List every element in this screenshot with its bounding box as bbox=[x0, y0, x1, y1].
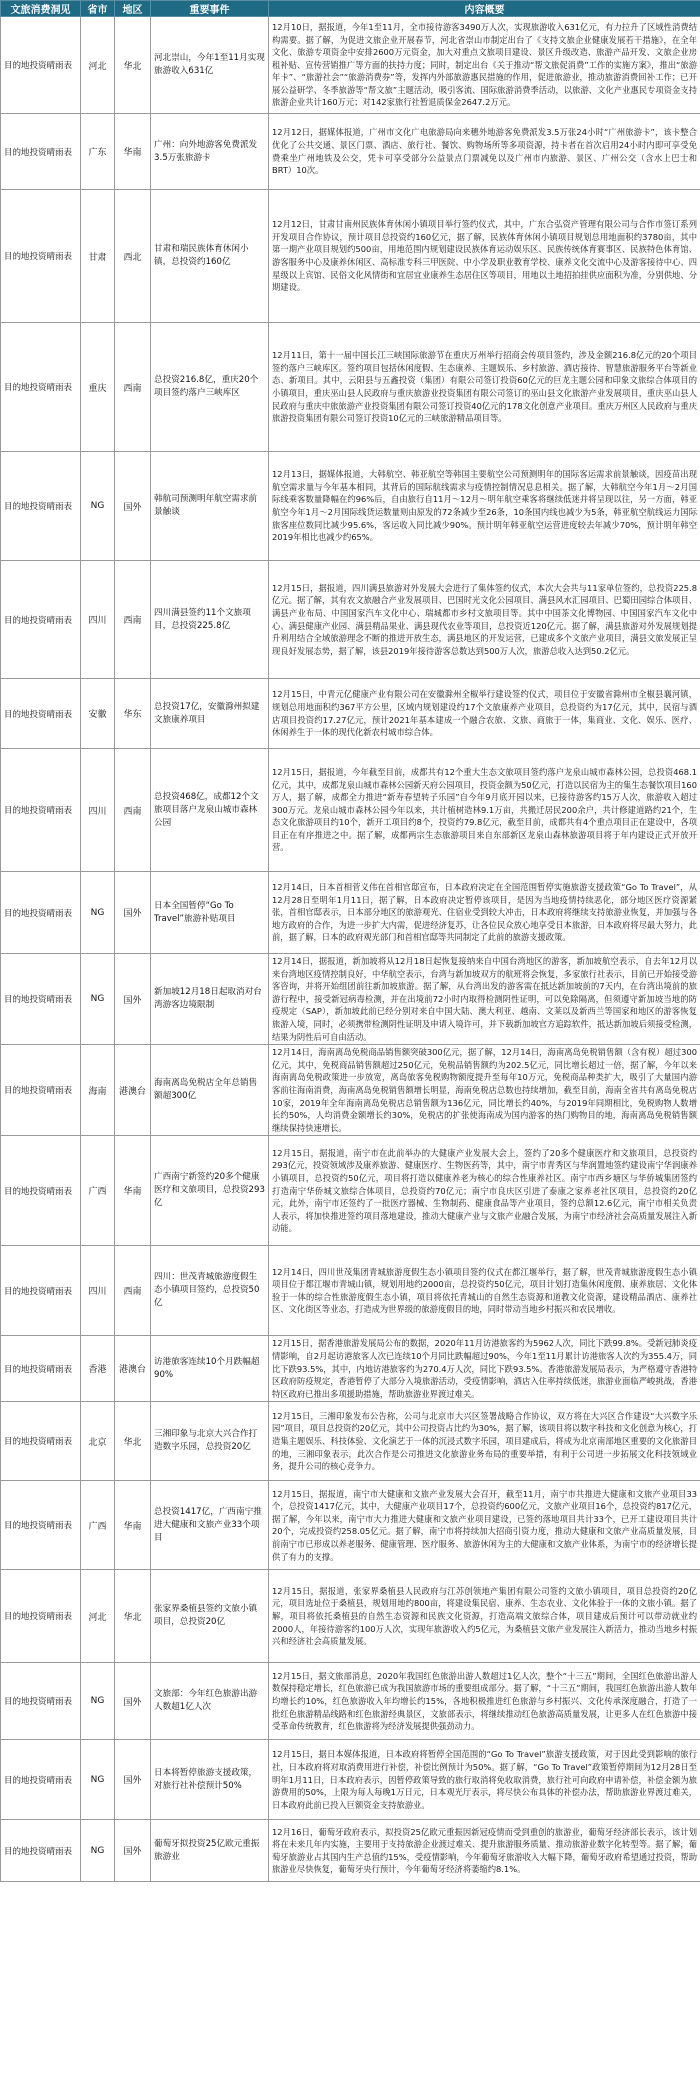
row-province: 四川 bbox=[81, 1246, 115, 1336]
row-event: 访港旅客连续10个月跌幅超90% bbox=[151, 1336, 269, 1402]
row-category: 目的地投资晴雨表 bbox=[1, 954, 81, 1045]
row-content: 12月14日，据报道，新加坡将从12月18日起恢复接纳来自中国台湾地区的游客，新加坡航空表示，自去年12月以来台湾地区疫情控制良好，中华航空表示，台湾与新加坡双方的航班将会恢复，多家旅行社表示，目前已开始接受游客咨询，并将开始组团前往新加坡旅游。据了解，从台湾出发的游客需在抵达新加坡前的7天内，在台湾出境前的旅游行程中，接受新冠病毒检测，并在出境前72小时内取得检测阴性证明，可以免除隔离，但须遵守新加坡当地的防疫规定（SAP），新加坡此前已经分别对来自中国大陆、澳大利亚、越南、文莱以及新西兰等国家和地区的游客恢复旅游入境，同时，必须携带检测阴性证明及申请入境许可，并下载新加坡官方追踪软件，抵达新加坡后须接受检测，结果为阴性后可自由活动。 bbox=[269, 954, 700, 1045]
row-event: 文旅部：今年红色旅游出游人数超1亿人次 bbox=[151, 1663, 269, 1740]
row-region: 港澳台 bbox=[115, 1336, 151, 1402]
row-content: 12月15日，据报道，张家界桑植县人民政府与江苏创领地产集团有限公司签约文旅小镇项目，项目总投资约20亿元，项目选址位于桑植县，规划用地约800亩，将建设集民宿、康养、生态农业、文化体验于一体的文旅小镇。据了解，项目将依托桑植县的自然生态资源和民族文化资源，打造高端文旅综合体，项目建成后预计可以带动就业约2000人，年接待游客约100万人次，实现年旅游收入约5亿元，为桑植县文旅产业发展注入新活力，推动当地乡村振兴和经济社会高质量发展。 bbox=[269, 1570, 700, 1663]
row-content: 12月12日，甘肃甘南州民族体育休闲小镇项目举行签约仪式，其中，广东合弘资产管理有限公司与合作市签订系列开发项目合作协议，预计项目总投资约160亿元，据了解，民族体育休闲小镇项目规划总用地面积约3780亩，其中第一期产业项目规划约500亩，用地范围内规划建设民族体育运动娱乐区、民族传统体育赛事区、民族特色体育馆、游客服务中心及康养休闲区、高标准专科三甲医院、中小学及职业教育学校、康养文化交流中心及游客接待中心、四星级以上宾馆、民俗文化风情街和宜居宜业康养生态居住区等项目，用地以土地招拍挂供应面积为准，分别供地、分期建设。 bbox=[269, 190, 700, 323]
row-category: 目的地投资晴雨表 bbox=[1, 452, 81, 561]
row-region: 华东 bbox=[115, 679, 151, 749]
row-region: 国外 bbox=[115, 1663, 151, 1740]
row-region: 华南 bbox=[115, 1481, 151, 1570]
row-event: 总投资17亿，安徽滁州拟建文旅康养项目 bbox=[151, 679, 269, 749]
row-province: 甘肃 bbox=[81, 190, 115, 323]
row-event: 甘肃和瑞民族体育休闲小镇，总投资约160亿 bbox=[151, 190, 269, 323]
row-content: 12月13日，据媒体报道，大韩航空、韩亚航空等韩国主要航空公司预测明年的国际客运需求前景触谈，因疫苗出现航空需求量与今年基本相同，其背后的国际航线需求与疫情控制情况息息相关。据了解，大韩航空今年1月～2月国际线乘客数量降幅在约96%后，自由旅行自11月～12月～明年航空乘客将继续低迷并将呈现以往，另一方面，韩亚航空今年1月～2月国际线货运数量则由原发的72条减少至26条，10条国内线也减少为5条，韩亚航空航线运力国际旅客座位数同比减少95.6%，客运收入同比减少90%。预计明年韩亚航空运营进度较去年减少70%，预计明年韩空2019年相比也减少约65%。 bbox=[269, 452, 700, 561]
row-content: 12月15日，据报道，南宁市在此前举办的大健康产业发展大会上，签约了20多个健康医疗和文旅项目，总投资约293亿元，投资领域涉及康养旅游、健康医疗、生物医药等，其中，南宁市青秀区与华润置地签约建设南宁华润康养小镇项目，总投资约50亿元，项目将打造以健康养老为核心的综合性康养社区。南宁市西乡塘区与华侨城集团签约打造南宁华侨城文旅综合体项目，总投资约70亿元；南宁市良庆区引进了泰康之家养老社区项目，总投资约20亿元，此外，南宁市还签约了一批医疗器械、生物制药、健康食品等产业项目，签约总额12.6亿元，南宁市相关负责人表示，将加快推进签约项目落地建设，推动大健康产业与文旅产业融合发展，为南宁市经济社会高质量发展注入新动能。 bbox=[269, 1136, 700, 1246]
row-province: 重庆 bbox=[81, 323, 115, 452]
table-row bbox=[1, 872, 700, 954]
table-row bbox=[1, 1246, 700, 1336]
row-region: 西北 bbox=[115, 190, 151, 323]
row-content: 12月15日，中青元亿健康产业有限公司在安徽滁州全椒举行建设签约仪式，项目位于安徽省滁州市全椒县襄河镇，规划总用地面积约367平方公里，区域内规划建设约17个文旅康养产业项目，总投资约为17亿元，其中，民宿与酒店项目投资约17.27亿元，预计2021年基本建成一个融合农旅、文旅、商旅于一体，集商业、文化、娱乐、医疗、休闲养生于一体的现代化新农村城市综合体。 bbox=[269, 679, 700, 749]
row-province: 河北 bbox=[81, 17, 115, 114]
row-region: 西南 bbox=[115, 1246, 151, 1336]
row-event: 海南离岛免税店全年总销售额超300亿 bbox=[151, 1045, 269, 1136]
table-row bbox=[1, 1820, 700, 1882]
row-content: 12月15日，据报道，今年截至目前，成都共有12个重大生态文旅项目签约落户龙泉山城市森林公园，总投资468.1亿元，其中，成都龙泉山城市森林公园新天府公园项目，投资金额为50亿元，打造以民宿为主的集生态餐饮项目160万人，据了解，成都全力推进“新寿春望转子乐园”自今年9月底开园以来，已接待游客约15万人次，旅游收入超过300万元。龙泉山城市森林公园今年以来，共计植树造林9.1万亩，共搬迁居民200余户，共计修建道路约21个，生态文化旅游项目约10个，新开工项目约8个，投资约79.8亿元，截至目前，成都共有4个重点项目正在建设中，各项目正在有序推进之中。据了解，成都两宗生态旅游项目来自东部新区龙泉山森林旅游项目将于年内建设正式开放开营。 bbox=[269, 749, 700, 872]
row-region: 华北 bbox=[115, 17, 151, 114]
row-province: 河北 bbox=[81, 1570, 115, 1663]
row-region: 国外 bbox=[115, 1820, 151, 1882]
row-content: 12月15日，据报道，南宁市大健康和文旅产业发展大会召开，截至11月，南宁市共推进大健康和文旅产业项目33个，总投资1417亿元，其中，大健康产业项目17个，总投资约600亿元，文旅产业项目16个，总投资约817亿元，据了解，今年以来，南宁市大力推进大健康和文旅产业项目建设，已签约落地项目共计33个，已开工建设项目共计20个，完成投资约258.05亿元。据了解，南宁市将持续加大招商引资力度，推动大健康和文旅产业高质量发展，目前南宁市已形成以养老服务、健康管理、医疗服务、旅游休闲为主的大健康和文旅产业体系，为南宁市的经济增长提供了有力的支撑。 bbox=[269, 1481, 700, 1570]
row-event: 三湘印象与北京大兴合作打造数字乐园，总投资20亿 bbox=[151, 1402, 269, 1481]
row-event: 张家界桑植县签约文旅小镇项目，总投资20亿 bbox=[151, 1570, 269, 1663]
row-event: 四川：世茂青城旅游度假生态小镇项目签约，总投资50亿 bbox=[151, 1246, 269, 1336]
row-region: 国外 bbox=[115, 452, 151, 561]
row-content: 12月14日，日本首相菅义伟在首相官邸宣布，日本政府决定在全国范围暂停实施旅游支援政策“Go To Travel”，从12月28日至明年1月11日，据了解，日本政府决定暂停该项目，是因为当地疫情持续恶化，部分地区医疗资源紧张，首相官邸表示，日本部分地区的旅游观光、住宿业受到较大冲击，日本政府将继续支持旅游业恢复，并加强与各地方政府的合作，为进一步扩大内需，促进经济复苏，让各位民众放心地享受日本旅游，日本政府将尽最大努力，此前，据了解，日本的政府观光部门和首相官邸等共同制定了此前的旅游支援政策。 bbox=[269, 872, 700, 954]
row-region: 华南 bbox=[115, 114, 151, 190]
row-category: 目的地投资晴雨表 bbox=[1, 1136, 81, 1246]
row-content: 12月12日，据媒体报道，广州市文化广电旅游局向来穗外地游客免费派发3.5万张24小时“广州旅游卡”，该卡整合优化了公共交通、景区门票、酒店、旅行社、餐饮、购物场所等多项资源，持卡者在首次启用24小时内即可享受免费乘坐广州地铁及公交，凭卡可享受部分公益景点门票减免以及广州市内旅游、景区、广州公交（含水上巴士和BRT）10次。 bbox=[269, 114, 700, 190]
row-content: 12月15日，三湘印象发布公告称，公司与北京市大兴区签署战略合作协议，双方将在大兴区合作建设“大兴数字乐园”项目，项目总投资约20亿元，其中公司投资占比约为30%，据了解，该项目将以数字科技和文化创意为核心，打造集主题娱乐、科技体验、文化演艺于一体的沉浸式数字乐园，项目建成后，将成为北京南部地区重要的文化旅游目的地，三湘印象表示，此次合作是公司推进文化旅游业务布局的重要举措，有利于公司进一步拓展文化科技领域业务，提升公司的核心竞争力。 bbox=[269, 1402, 700, 1481]
row-category: 目的地投资晴雨表 bbox=[1, 1481, 81, 1570]
row-event: 广州：向外地游客免费派发3.5万张旅游卡 bbox=[151, 114, 269, 190]
row-category: 目的地投资晴雨表 bbox=[1, 323, 81, 452]
table-row bbox=[1, 17, 700, 114]
row-region: 华北 bbox=[115, 1402, 151, 1481]
row-content: 12月14日，四川世茂集团青城旅游度假生态小镇项目签约仪式在都江堰举行，据了解，世茂青城旅游度假生态小镇项目位于都江堰市青城山镇，规划用地约2000亩，总投资约50亿元，项目计划打造集休闲度假、康养旅居、文化体验于一体的综合性旅游度假生态小镇，项目将依托青城山的自然生态资源和道教文化资源，建设精品酒店、康养社区、文化街区等业态，打造成为世界级的旅游度假目的地，同时带动当地乡村振兴和农民增收。 bbox=[269, 1246, 700, 1336]
table-row bbox=[1, 1570, 700, 1663]
header-region: 地区 bbox=[115, 1, 151, 17]
row-region: 西南 bbox=[115, 561, 151, 679]
row-region: 西南 bbox=[115, 323, 151, 452]
row-category: 目的地投资晴雨表 bbox=[1, 1820, 81, 1882]
row-content: 12月15日，据日本媒体报道，日本政府将暂停全国范围的“Go To Travel”旅游支援政策，对于因此受到影响的旅行社，日本政府将对取消费用进行补偿，补偿比例预计为50%。据了解，“Go To Travel”政策暂停期间为12月28日至明年1月11日，日本政府表示，因暂停政策导致的旅行取消将免收取消费，旅行社可向政府申请补偿，补偿金额为旅游费用的50%，上限为每人每晚1万日元，日本观光厅表示，将尽快公布具体的补偿办法，帮助旅游业界渡过难关，日本政府此前已投入巨额资金支持旅游业。 bbox=[269, 1740, 700, 1820]
table-row bbox=[1, 1045, 700, 1136]
row-province: 北京 bbox=[81, 1402, 115, 1481]
table-row bbox=[1, 190, 700, 323]
row-province: 安徽 bbox=[81, 679, 115, 749]
table-row bbox=[1, 1740, 700, 1820]
row-event: 日本将暂停旅游支援政策，对旅行社补偿预计50% bbox=[151, 1740, 269, 1820]
row-category: 目的地投资晴雨表 bbox=[1, 1336, 81, 1402]
row-content: 12月10日，据报道，今年1至11月，全市接待游客3490万人次，实现旅游收入631亿元，有力拉升了区域性消费结构需要。据了解，为促进文旅企业开展春节，河北省崇山市制定出台了《支持文旅企业健康发展若干措施》，在全年文化、旅游专项资金中安排2600万元资金，加大对重点文旅项目建设、景区升级改造、旅游产品开发、文旅企业房租补贴、宣传营销推广等方面的扶持力度；同时，制定出台《关于推动“帮文旅促消费”工作的实施方案》，推出“旅游年卡”、“旅游社会”“旅游消费券”等，发挥内外部旅游惠民措施的作用，促进旅游业，推动旅游消费回补工作；已开展公益研学、冬季旅游等“帮文旅”主题活动，吸引客流、国际旅游消费季活动，以旅游、文化产业惠民专项资金支持旅游企业共计160万元；对142家旅行社暂退质保金2647.2万元。 bbox=[269, 17, 700, 114]
table-row bbox=[1, 679, 700, 749]
row-region: 华南 bbox=[115, 1136, 151, 1246]
row-category: 目的地投资晴雨表 bbox=[1, 190, 81, 323]
row-province: 广西 bbox=[81, 1481, 115, 1570]
row-region: 国外 bbox=[115, 1740, 151, 1820]
row-event: 总投资216.8亿，重庆20个项目签约落户三峡库区 bbox=[151, 323, 269, 452]
table-row bbox=[1, 1481, 700, 1570]
row-content: 12月15日，据香港旅游发展局公布的数据，2020年11月访港旅客约为5962人次，同比下跌99.8%。受新冠肺炎疫情影响，自2月起访港旅客人次已连续10个月同比跌幅超过90%，今年1至11月累计访港旅客人次约为355.4万，同比下跌93.5%，其中，内地访港旅客约为270.4万人次，同比下跌93.5%。香港旅游发展局表示，为严格遵守香港特区政府防疫规定，香港暂停了大部分入境旅游活动，受疫情影响，酒店入住率持续低迷，旅游业面临严峻挑战，香港特区政府已推出多项援助措施，帮助旅游业界渡过难关。 bbox=[269, 1336, 700, 1402]
row-content: 12月11日，第十一届中国长江三峡国际旅游节在重庆万州举行招商会传项目签约，涉及金额216.8亿元的20个项目签约落户三峡库区。签约项目包括休闲度假、生态康养、主题娱乐、乡村旅游、酒店接待、智慧旅游服务平台等新业态、新项目。其中，云阳县与五鑫投资（集团）有限公司签订投资60亿元的巨龙主题公园和印象文旅综合体项目的小镇项目，重庆巫山县人民政府与重庆旅游业投资集团有限公司签订的巫山县文化旅游产业发展项目，重庆巫山县人民政府与重庆中旅旅游产业投资集团有限公司签订投资40亿元的178文化创意产业项目。重庆万州区人民政府与重庆旅游投资集团有限公司签订投资10亿元的三峡旅游精品项目等。 bbox=[269, 323, 700, 452]
row-province: 广东 bbox=[81, 114, 115, 190]
row-province: NG bbox=[81, 1820, 115, 1882]
row-category: 目的地投资晴雨表 bbox=[1, 872, 81, 954]
table-row bbox=[1, 323, 700, 452]
row-category: 目的地投资晴雨表 bbox=[1, 561, 81, 679]
row-region: 港澳台 bbox=[115, 1045, 151, 1136]
row-category: 目的地投资晴雨表 bbox=[1, 17, 81, 114]
row-category: 目的地投资晴雨表 bbox=[1, 679, 81, 749]
header-event: 重要事件 bbox=[151, 1, 269, 17]
row-event: 总投资468亿，成都12个文旅项目落户龙泉山城市森林公园 bbox=[151, 749, 269, 872]
table-row bbox=[1, 452, 700, 561]
row-region: 国外 bbox=[115, 954, 151, 1045]
row-category: 目的地投资晴雨表 bbox=[1, 749, 81, 872]
table-row bbox=[1, 1663, 700, 1740]
row-province: 四川 bbox=[81, 749, 115, 872]
row-content: 12月15日，据文旅部消息，2020年我国红色旅游出游人数超过1亿人次，整个“十三五”期间，全国红色旅游出游人数保持稳定增长，红色旅游已成为我国旅游市场的重要组成部分。据了解，“十三五”期间，我国红色旅游出游人数年均增长约10%，红色旅游收入年均增长约15%，各地积极推进红色旅游与乡村振兴、文化传承深度融合，打造了一批红色旅游精品线路和红色旅游经典景区，文旅部表示，将继续推动红色旅游高质量发展，让更多人在红色旅游中接受革命传统教育，红色旅游将为经济发展提供强劲动力。 bbox=[269, 1663, 700, 1740]
table-row bbox=[1, 1336, 700, 1402]
row-content: 12月14日，海南离岛免税商品销售额突破300亿元，据了解，12月14日，海南离岛免税销售额（含有税）超过300亿元，其中，免税商品销售额超过250亿元，免税品销售额约为202.5亿元，同比增长超过一倍，据了解，今年以来海南离岛免税政策进一步放宽，离岛旅客免税购物额度提升至每年10万元，免税商品种类扩大，吸引了大量国内游客前往海南消费，海南离岛免税销售额增长明显，海南免税店总数也持续增加，截至目前，海南全省共有离岛免税店10家，2019年全年海南离岛免税店总销售额为136亿元，同比增长约40%，与2019年同期相比，免税购物人数增长约50%，人均消费金额增长约30%，免税店的扩张使海南成为国内游客的热门购物目的地，海南离岛免税销售额继续保持快速增长。 bbox=[269, 1045, 700, 1136]
header-province: 省市 bbox=[81, 1, 115, 17]
row-category: 目的地投资晴雨表 bbox=[1, 1246, 81, 1336]
row-event: 四川满县签约11个文旅项目，总投资225.8亿 bbox=[151, 561, 269, 679]
header-category: 文旅消费洞见 bbox=[1, 1, 81, 17]
row-category: 目的地投资晴雨表 bbox=[1, 1663, 81, 1740]
table-row bbox=[1, 749, 700, 872]
row-region: 国外 bbox=[115, 872, 151, 954]
row-province: NG bbox=[81, 452, 115, 561]
row-category: 目的地投资晴雨表 bbox=[1, 1402, 81, 1481]
row-province: NG bbox=[81, 1663, 115, 1740]
row-category: 目的地投资晴雨表 bbox=[1, 1570, 81, 1663]
row-category: 目的地投资晴雨表 bbox=[1, 1045, 81, 1136]
row-category: 目的地投资晴雨表 bbox=[1, 1740, 81, 1820]
row-event: 总投资1417亿，广西南宁推进大健康和文旅产业33个项目 bbox=[151, 1481, 269, 1570]
row-event: 广西南宁新签约20多个健康医疗和文旅项目，总投资293亿 bbox=[151, 1136, 269, 1246]
table-row bbox=[1, 114, 700, 190]
row-event: 河北崇山，今年1至11月实现旅游收入631亿 bbox=[151, 17, 269, 114]
row-content: 12月16日，葡萄牙政府表示，拟投资25亿欧元重振因新冠疫情而受到重创的旅游业，葡萄牙经济部长表示，该计划将在未来几年内实施，主要用于支持旅游企业渡过难关、提升旅游服务质量、推动旅游业数字化转型等。据了解，葡萄牙旅游业占其国内生产总值约15%，受疫情影响，今年葡萄牙旅游收入大幅下降，葡萄牙政府希望通过投资，帮助旅游业尽快恢复，葡萄牙央行预计，今年葡萄牙经济将萎缩约8.1%。 bbox=[269, 1820, 700, 1882]
row-province: NG bbox=[81, 1740, 115, 1820]
table-row bbox=[1, 561, 700, 679]
table-row bbox=[1, 954, 700, 1045]
row-province: 广西 bbox=[81, 1136, 115, 1246]
row-province: 香港 bbox=[81, 1336, 115, 1402]
table-header bbox=[1, 1, 700, 17]
row-province: 海南 bbox=[81, 1045, 115, 1136]
table-row bbox=[1, 1136, 700, 1246]
row-province: NG bbox=[81, 872, 115, 954]
row-event: 日本全国暂停“Go To Travel”旅游补贴项目 bbox=[151, 872, 269, 954]
row-category: 目的地投资晴雨表 bbox=[1, 114, 81, 190]
row-province: NG bbox=[81, 954, 115, 1045]
row-event: 葡萄牙拟投资25亿欧元重振旅游业 bbox=[151, 1820, 269, 1882]
row-event: 韩航司预测明年航空需求前景触谈 bbox=[151, 452, 269, 561]
row-content: 12月15日，据报道，四川满县旅游对外发展大会进行了集体签约仪式，本次大会共与11家单位签约，总投资225.8亿元。据了解，其有农文旅融合产业发展项目、巴国时光文化公园项目、满县风水汇园项目、巴蜀田园综合体项目、满县产业布局、中国国家汽车文化中心、瑞城都市乡村文旅项目等。其中中国茶文化博物园、中国国家汽车文化中心、满县健康产业园、满县精品果业、满县现代农业等项目，总投资近120亿元。据了解，满县旅游对外发展规划提升利用结合全域旅游理念不断的推进开放生态，满县地区的开发运营，已建成多个文旅产业项目，满县文旅发展正呈现良好发展态势，据了解，该县2019年接待游客总数达到500万人次，旅游总收入达到50.2亿元。 bbox=[269, 561, 700, 679]
row-event: 新加坡12月18日起取消对台湾游客边境限制 bbox=[151, 954, 269, 1045]
table-row bbox=[1, 1402, 700, 1481]
row-region: 西南 bbox=[115, 749, 151, 872]
header-content: 内容概要 bbox=[269, 1, 700, 17]
row-province: 四川 bbox=[81, 561, 115, 679]
row-region: 华北 bbox=[115, 1570, 151, 1663]
